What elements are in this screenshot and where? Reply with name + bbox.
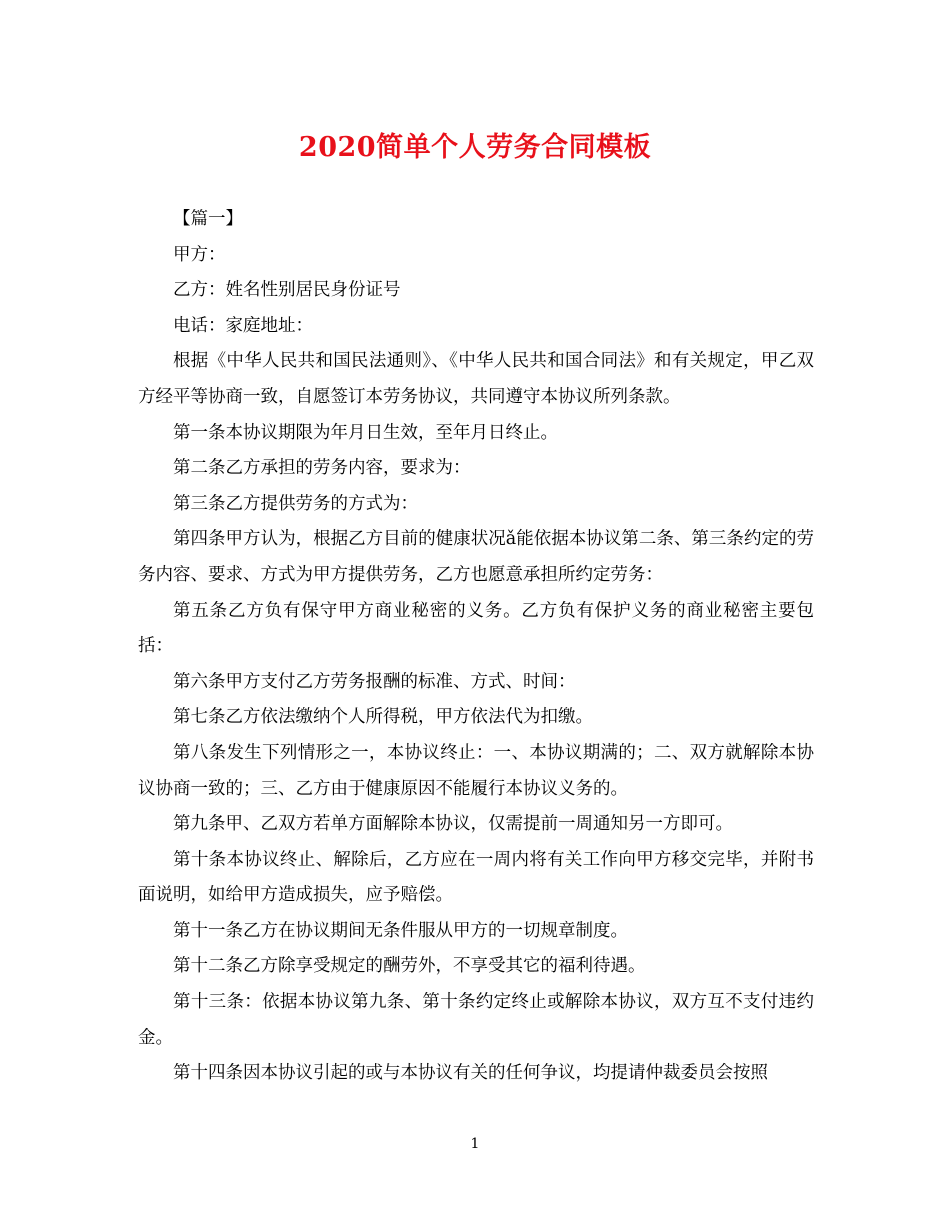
paragraph: 第一条本协议期限为年月日生效，至年月日终止。: [173, 422, 558, 443]
paragraph: 第六条甲方支付乙方劳务报酬的标准、方式、时间：: [173, 671, 576, 692]
paragraph: 甲方：: [173, 244, 226, 265]
paragraph: 第十四条因本协议引起的或与本协议有关的任何争议，均提请仲裁委员会按照: [173, 1063, 768, 1084]
paragraph: 第七条乙方依法缴纳个人所得税，甲方依法代为扣缴。: [173, 707, 593, 728]
paragraph: 【篇一】: [173, 209, 243, 229]
paragraph: 第九条甲、乙双方若单方面解除本协议，仅需提前一周通知另一方即可。: [173, 814, 733, 835]
paragraph: 根据《中华人民共和国民法通则》、《中华人民共和国合同法》和有关规定，甲乙双方经平等协商一致，自愿签订本劳务协议，共同遵守本协议所列条款。: [138, 351, 814, 407]
paragraph: 第四条甲方认为，根据乙方目前的健康状况ǎ能依据本协议第二条、第三条约定的劳务内容、要求、方式为甲方提供劳务，乙方也愿意承担所约定劳务：: [138, 529, 814, 585]
paragraph: 乙方：姓名性别居民身份证号: [173, 280, 401, 301]
paragraph: 第二条乙方承担的劳务内容，要求为：: [173, 458, 471, 479]
paragraph: 第三条乙方提供劳务的方式为：: [173, 493, 418, 514]
paragraph: 电话：家庭地址：: [173, 315, 313, 336]
document-title: 2020简单个人劳务合同模板: [298, 132, 652, 163]
paragraph: 第十二条乙方除享受规定的酬劳外，不享受其它的福利待遇。: [173, 956, 646, 977]
document-body: [138, 202, 814, 1092]
page-number: 1: [470, 1136, 480, 1152]
paragraph: 第十三条：依据本协议第九条、第十条约定终止或解除本协议，双方互不支付违约金。: [138, 992, 814, 1048]
paragraph: 第十一条乙方在协议期间无条件服从甲方的一切规章制度。: [173, 920, 628, 941]
paragraph: 第五条乙方负有保守甲方商业秘密的义务。乙方负有保护义务的商业秘密主要包括：: [138, 600, 814, 657]
paragraph: 第十条本协议终止、解除后，乙方应在一周内将有关工作向甲方移交完毕，并附书面说明，如给甲方造成损失，应予赔偿。: [138, 849, 814, 906]
paragraph: 第八条发生下列情形之一，本协议终止：一、本协议期满的；二、双方就解除本协议协商一致的；三、乙方由于健康原因不能履行本协议义务的。: [138, 742, 814, 799]
